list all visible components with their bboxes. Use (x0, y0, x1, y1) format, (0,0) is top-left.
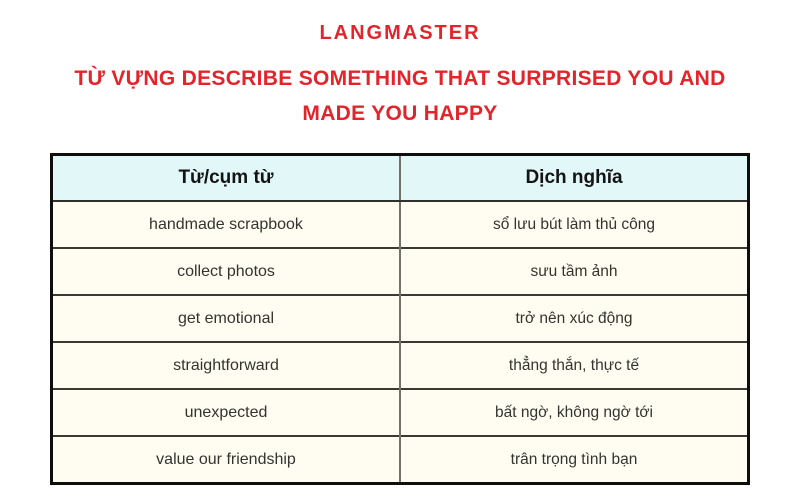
table-header-row (52, 155, 749, 202)
page-title (40, 61, 760, 131)
term-cell: unexpected (52, 389, 401, 436)
vocabulary-table (50, 153, 750, 485)
table-row (52, 342, 749, 389)
table-row (52, 248, 749, 295)
langmaster-logo: LANGMASTER (319, 22, 481, 44)
meaning-cell: sổ lưu bút làm thủ công (400, 201, 749, 248)
term-cell: value our friendship (52, 436, 401, 484)
column-header-meaning: Dịch nghĩa (400, 155, 749, 202)
page-title-line-1: TỪ VỰNG DESCRIBE SOMETHING THAT SURPRISED YOU AND (74, 67, 726, 90)
meaning-cell: sưu tầm ảnh (400, 248, 749, 295)
term-cell: collect photos (52, 248, 401, 295)
meaning-cell: thẳng thắn, thực tế (400, 342, 749, 389)
table-row (52, 436, 749, 484)
column-header-term: Từ/cụm từ (52, 155, 401, 202)
term-cell: get emotional (52, 295, 401, 342)
meaning-cell: trở nên xúc động (400, 295, 749, 342)
meaning-cell: trân trọng tình bạn (400, 436, 749, 484)
meaning-cell: bất ngờ, không ngờ tới (400, 389, 749, 436)
page-title-line-2: MADE YOU HAPPY (302, 102, 498, 125)
table-row (52, 295, 749, 342)
table-row (52, 389, 749, 436)
term-cell: handmade scrapbook (52, 201, 401, 248)
term-cell: straightforward (52, 342, 401, 389)
table-row (52, 201, 749, 248)
